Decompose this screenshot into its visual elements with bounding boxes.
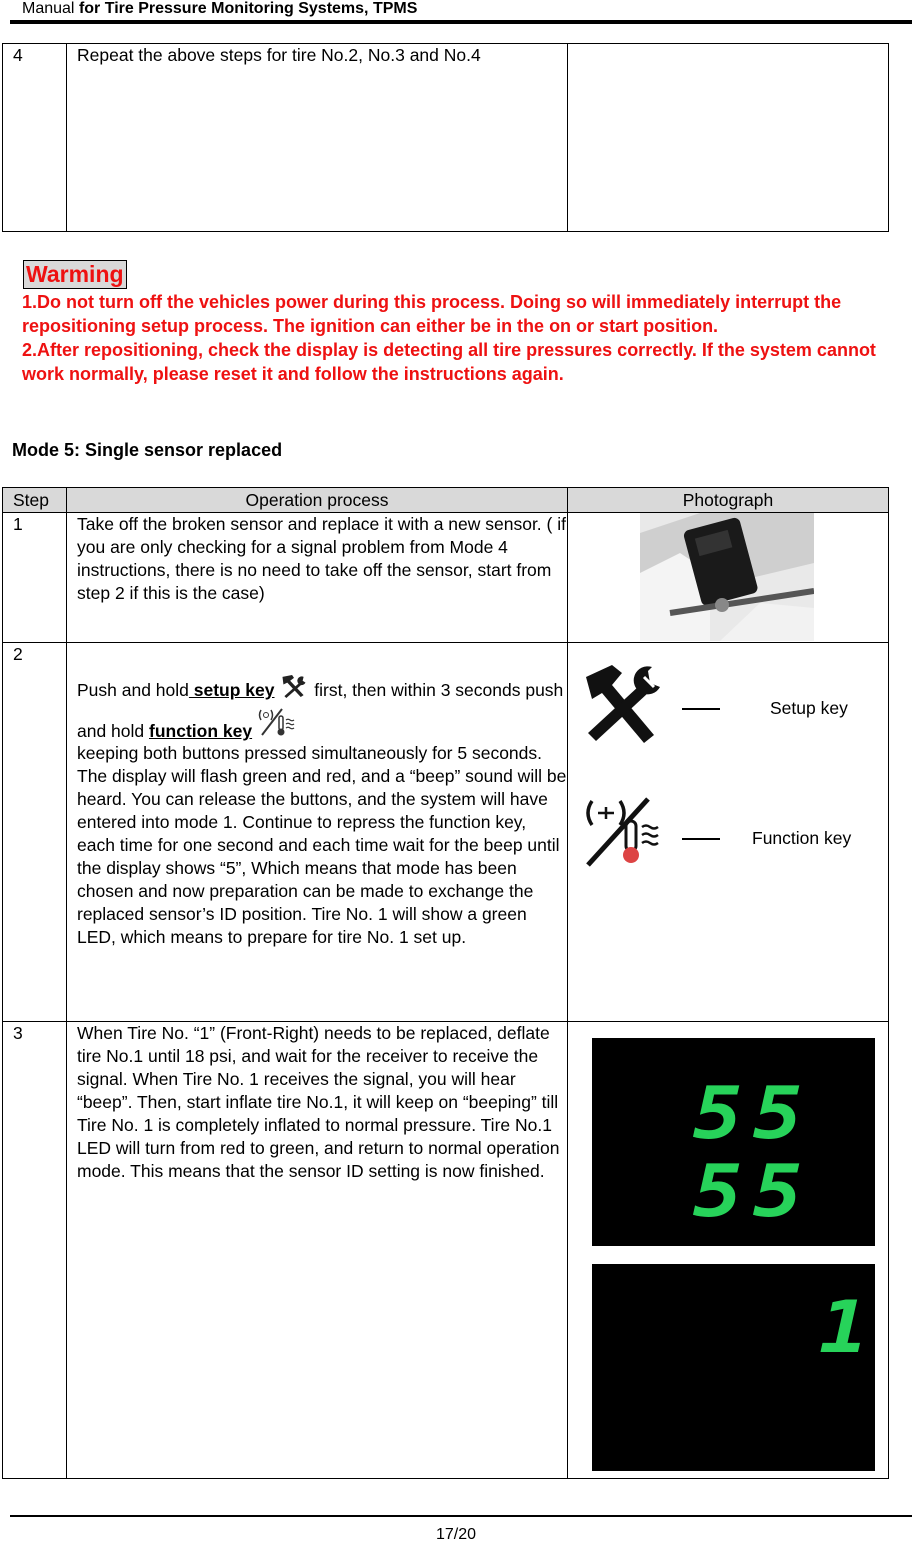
step-text-line [77, 673, 567, 748]
warning-list [22, 290, 892, 386]
photo-cell-empty [568, 44, 889, 232]
mode-title: Mode 5: Single sensor replaced [12, 440, 283, 460]
photo-cell [568, 1022, 889, 1479]
table-row [3, 1022, 889, 1479]
mode5-table [2, 487, 889, 1479]
setup-key-label: Setup key [770, 698, 848, 718]
led-digit: 5 [752, 1149, 803, 1233]
table-row [3, 44, 889, 232]
led-digit: 5 [692, 1071, 743, 1155]
step-number: 2 [3, 643, 67, 1022]
function-key-icon [582, 795, 664, 867]
table-header-row [3, 488, 889, 513]
step-text: When Tire No. “1” (Front-Right) needs to be replaced, deflate tire No.1 until 18 psi, and wait for the receiver to receive the signal. When Tire No. 1 receives the signal, you will hear “beep”. Then, start inflate tire No.1, it will keep on “beeping” till Tire No. 1 is completely inflated to normal pressure. Tire No.1 LED will turn from red to green, and return to normal operation mode. This means that the sensor ID setting is now finished. [67, 1022, 568, 1479]
setup-key-term: setup key [188, 680, 275, 700]
table-row [3, 513, 889, 643]
step-number: 3 [3, 1022, 67, 1479]
warning-title: Warming [23, 260, 127, 289]
header-photo: Photograph [568, 488, 889, 513]
step-text: Take off the broken sensor and replace it with a new sensor. ( if you are only checking for a signal problem from Mode 4 instructions, there is no need to take off the sensor, start from step 2 if this is the case) [67, 513, 568, 643]
wrench-hammer-icon [279, 674, 309, 698]
header-step: Step [3, 488, 67, 513]
function-key-term: function key [149, 721, 253, 741]
header-prefix: Manual [22, 0, 75, 17]
step-number: 1 [3, 513, 67, 643]
led-display-tire [592, 1264, 875, 1471]
led-digit: 5 [692, 1149, 743, 1233]
text-part: first, then within 3 seconds push and hold [77, 680, 564, 741]
setup-key-icon [582, 663, 664, 745]
header-title: for Tire Pressure Monitoring Systems, TPMS [78, 0, 418, 17]
sensor-photo [640, 513, 814, 641]
led-display-mode [592, 1038, 875, 1246]
tire-temperature-icon [257, 707, 297, 737]
header-operation: Operation process [67, 488, 568, 513]
table-row [3, 643, 889, 1022]
connector-line [682, 708, 720, 710]
photo-cell [568, 643, 889, 1022]
step-number: 4 [3, 44, 67, 232]
steps-table-continued [2, 43, 889, 232]
led-digit: 1 [818, 1285, 869, 1369]
page-number: 17/20 [435, 1526, 477, 1543]
photo-cell [568, 513, 889, 643]
step-text: Repeat the above steps for tire No.2, No.3 and No.4 [67, 44, 568, 232]
step-text-rest: keeping both buttons pressed simultaneously for 5 seconds. The display will flash green and red, and a “beep” sound will be heard. You can release the buttons, and the system will have entered into mode 1. Continue to repress the function key, each time for one second and each time wait for the beep until the display shows “5”, Which means that mode has been chosen and now preparation can be made to exchange the replaced sensor’s ID position. Tire No. 1 will show a green LED, which means to prepare for tire No. 1 set up. [77, 743, 567, 947]
footer-rule [10, 1515, 912, 1517]
connector-line [682, 838, 720, 840]
led-digit: 5 [752, 1071, 803, 1155]
warning-item: 1.Do not turn off the vehicles power during this process. Doing so will immediately interrupt the repositioning setup process. The ignition can either be in the on or start position. [22, 292, 842, 336]
warning-item: 2.After repositioning, check the display is detecting all tire pressures correctly. If the system cannot work normally, please reset it and follow the instructions again. [22, 340, 876, 384]
header-rule [10, 20, 912, 24]
step-text [67, 643, 568, 1022]
text-part: Push and hold [77, 680, 189, 700]
page-header [22, 0, 417, 18]
function-key-label: Function key [752, 828, 852, 848]
